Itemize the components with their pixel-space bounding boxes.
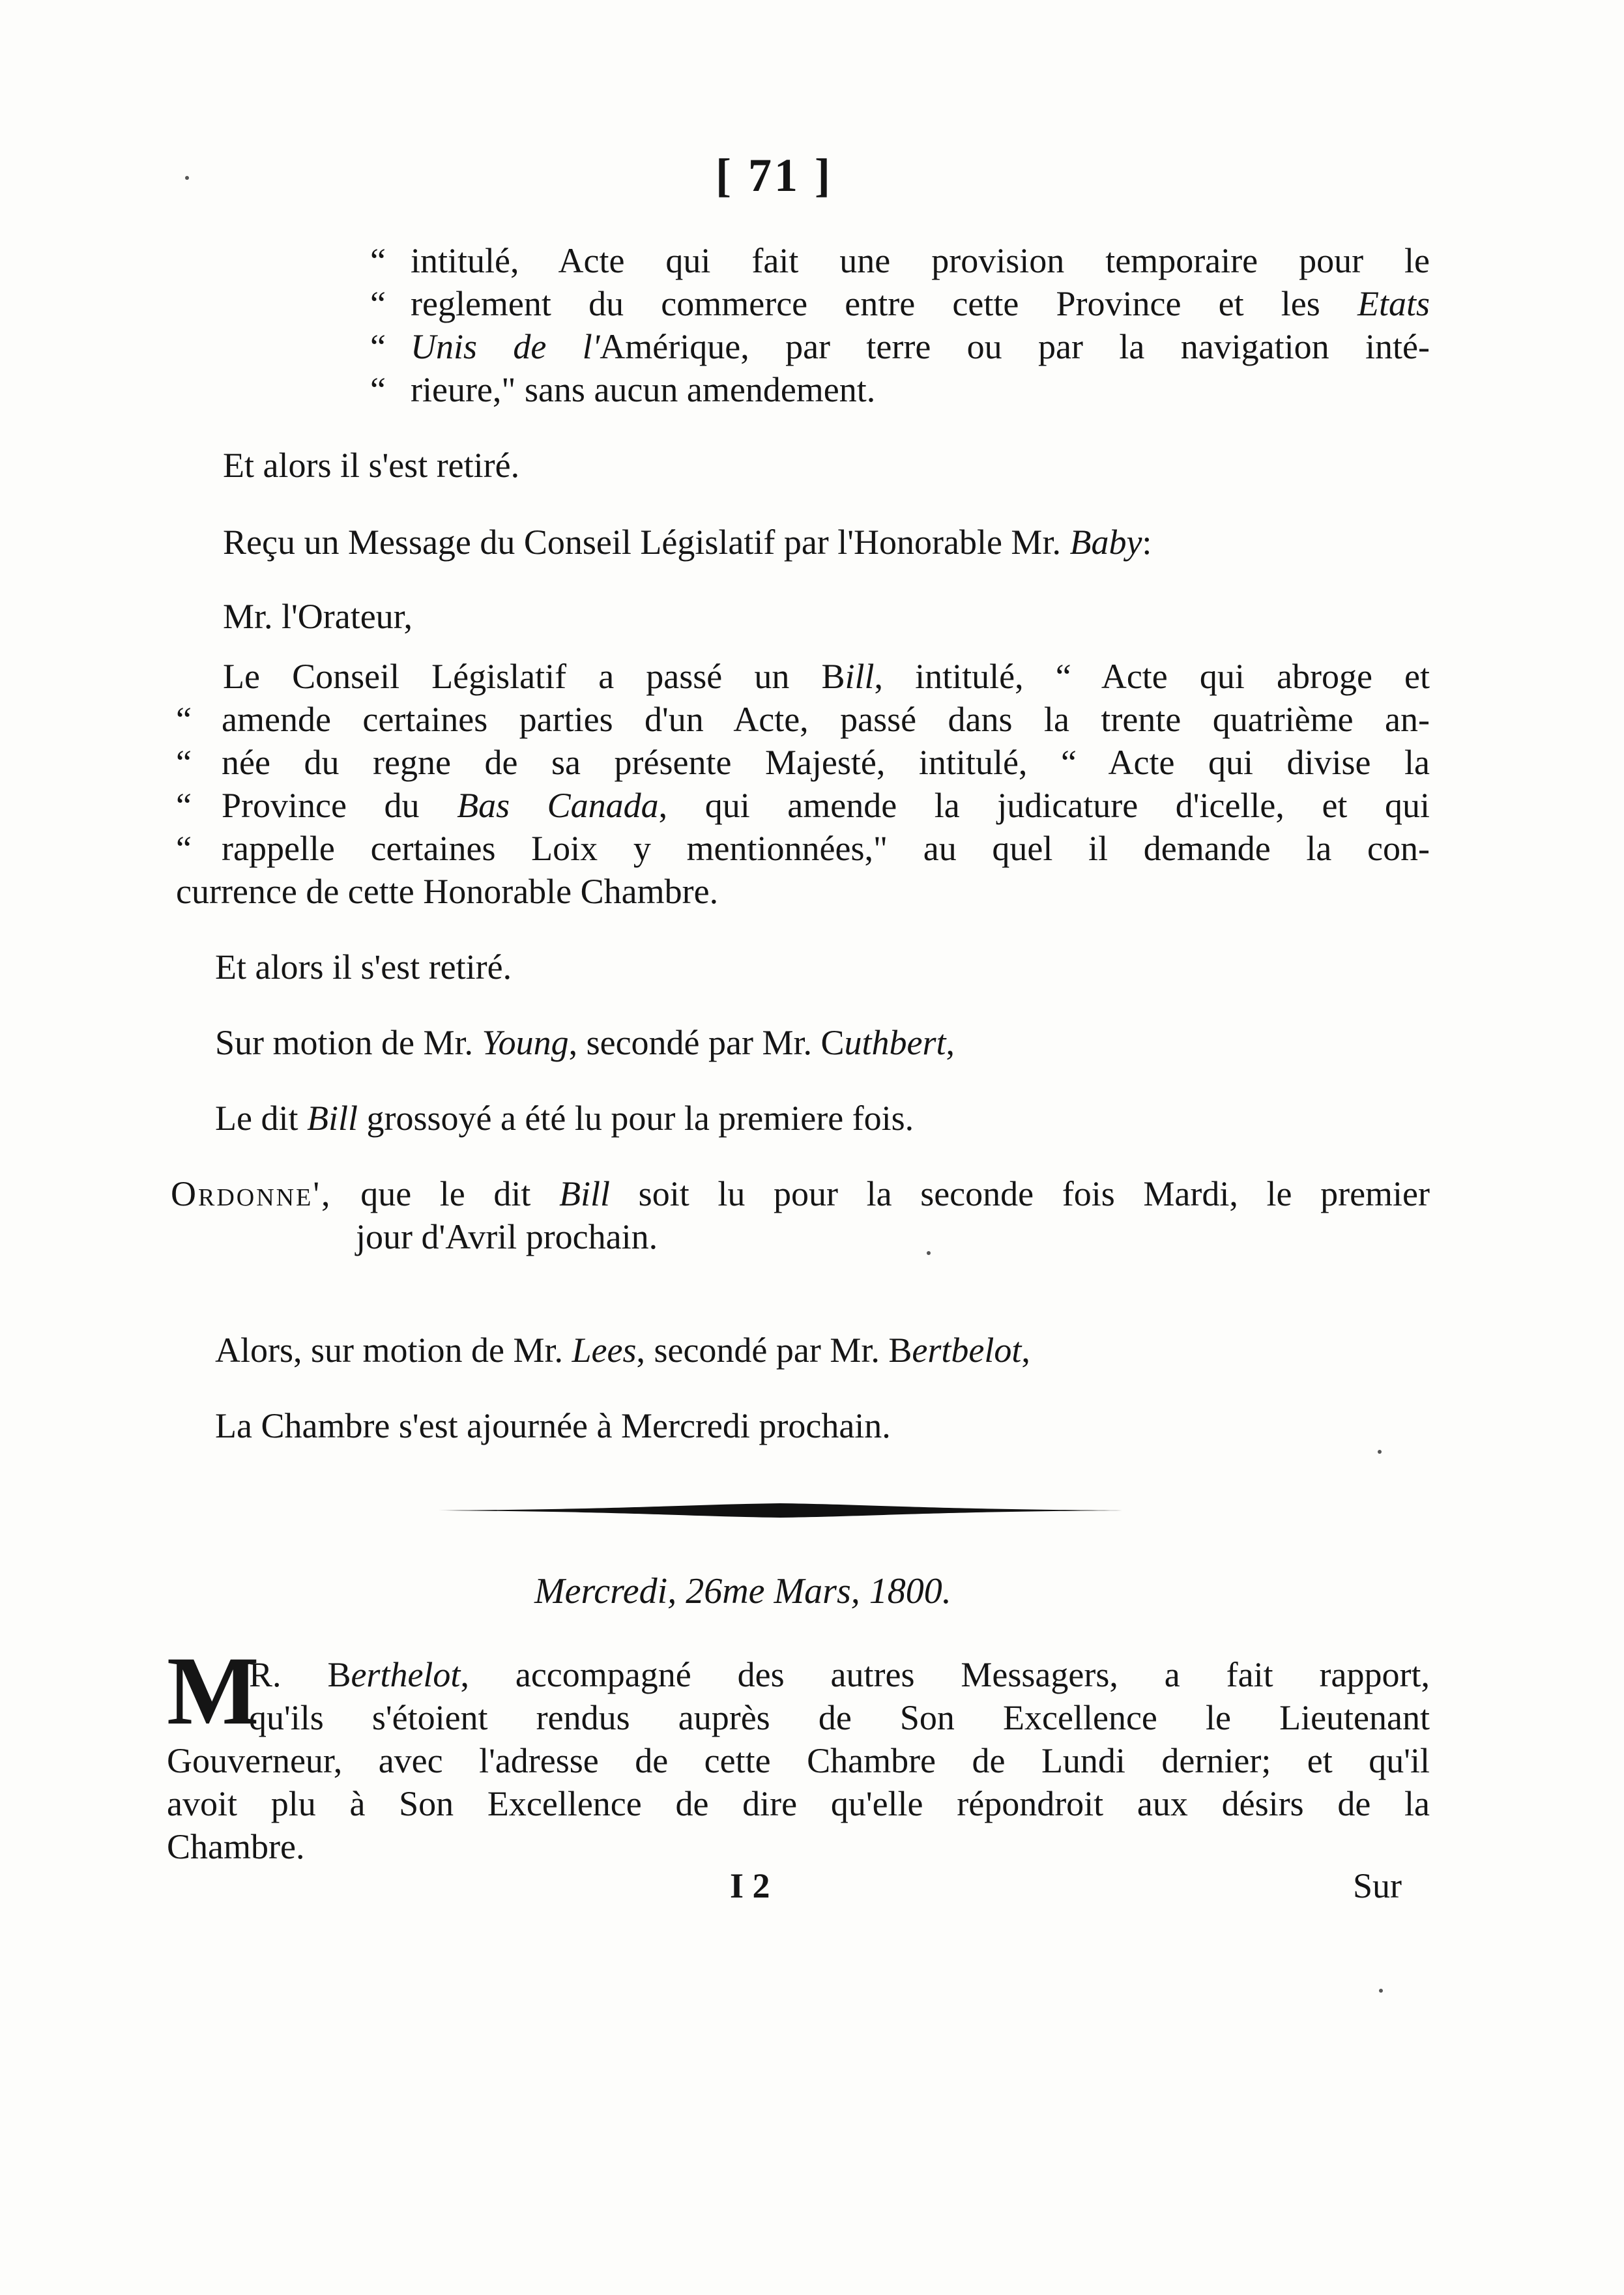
paper-speck xyxy=(185,176,189,180)
message-line-2: “ amende certaines parties d'un Acte, passé dans la trente quatrième an- xyxy=(176,700,1430,739)
quote-mark: “ xyxy=(176,829,192,868)
quoted-title-line-4: “ rieure," sans aucun amendement. xyxy=(370,370,876,409)
paper-speck xyxy=(927,1251,931,1255)
paragraph-motion: Sur motion de Mr. Young, secondé par Mr. Cuthbert, xyxy=(215,1023,955,1062)
section-divider-rule xyxy=(438,1502,1122,1519)
quote-mark: “ xyxy=(370,241,386,280)
message-line-3: “ née du regne de sa présente Majesté, intitulé, “ Acte qui divise la xyxy=(176,743,1430,782)
paper-speck xyxy=(1378,1450,1382,1454)
final-paragraph-line-1: R. Berthelot, accompagné des autres Messagers, a fait rapport, xyxy=(249,1655,1430,1694)
quoted-title-line-1: “ intitulé, Acte qui fait une provision temporaire pour le xyxy=(370,241,1430,280)
message-line-5: “ rappelle certaines Loix y mentionnées," au quel il demande la con- xyxy=(176,829,1430,868)
paragraph-adjourn-motion: Alors, sur motion de Mr. Lees, secondé par Mr. Bertbelot, xyxy=(215,1331,1030,1370)
final-paragraph-line-4: avoit plu à Son Excellence de dire qu'elle répondroit aux désirs de la xyxy=(167,1784,1430,1823)
message-line-1: Le Conseil Législatif a passé un Bill, intitulé, “ Acte qui abroge et xyxy=(223,657,1430,696)
message-line-6: currence de cette Honorable Chambre. xyxy=(176,872,719,911)
quote-mark: “ xyxy=(370,327,386,366)
paragraph-first-reading: Le dit Bill grossoyé a été lu pour la premiere fois. xyxy=(215,1099,914,1138)
paragraph-retire-2: Et alors il s'est retiré. xyxy=(215,947,512,987)
salutation: Mr. l'Orateur, xyxy=(223,597,413,636)
quote-mark: “ xyxy=(176,743,192,782)
paragraph-message-received: Reçu un Message du Conseil Législatif par l'Honorable Mr. Baby: xyxy=(223,523,1152,562)
quoted-title-line-3: “ Unis de l'Amérique, par terre ou par la navigation inté- xyxy=(370,327,1430,366)
page-number: [ 71 ] xyxy=(716,149,833,201)
paragraph-retire-1: Et alors il s'est retiré. xyxy=(223,446,520,485)
paragraph-ordonne-line-1: Ordonne', que le dit Bill soit lu pour la seconde fois Mardi, le premier xyxy=(171,1174,1430,1213)
date-heading: Mercredi, 26me Mars, 1800. xyxy=(534,1571,951,1611)
message-line-4: “ Province du Bas Canada, qui amende la judicature d'icelle, et qui xyxy=(176,786,1430,825)
paragraph-adjourned: La Chambre s'est ajournée à Mercredi prochain. xyxy=(215,1406,891,1445)
catchword: Sur xyxy=(1353,1866,1402,1905)
signature-mark: I 2 xyxy=(730,1866,770,1905)
quote-mark: “ xyxy=(370,370,386,409)
paper-speck xyxy=(1379,1989,1383,1993)
quoted-title-line-2: “ reglement du commerce entre cette Province et les Etats xyxy=(370,284,1430,323)
final-paragraph-line-3: Gouverneur, avec l'adresse de cette Chambre de Lundi dernier; et qu'il xyxy=(167,1741,1430,1780)
quote-mark: “ xyxy=(370,284,386,323)
quote-mark: “ xyxy=(176,700,192,739)
final-paragraph-line-5: Chambre. xyxy=(167,1827,305,1866)
quote-mark: “ xyxy=(176,786,192,825)
final-paragraph-line-2: qu'ils s'étoient rendus auprès de Son Excellence le Lieutenant xyxy=(249,1698,1430,1737)
drop-cap-letter: M xyxy=(167,1637,259,1745)
paragraph-ordonne-line-2: jour d'Avril prochain. xyxy=(356,1217,658,1256)
